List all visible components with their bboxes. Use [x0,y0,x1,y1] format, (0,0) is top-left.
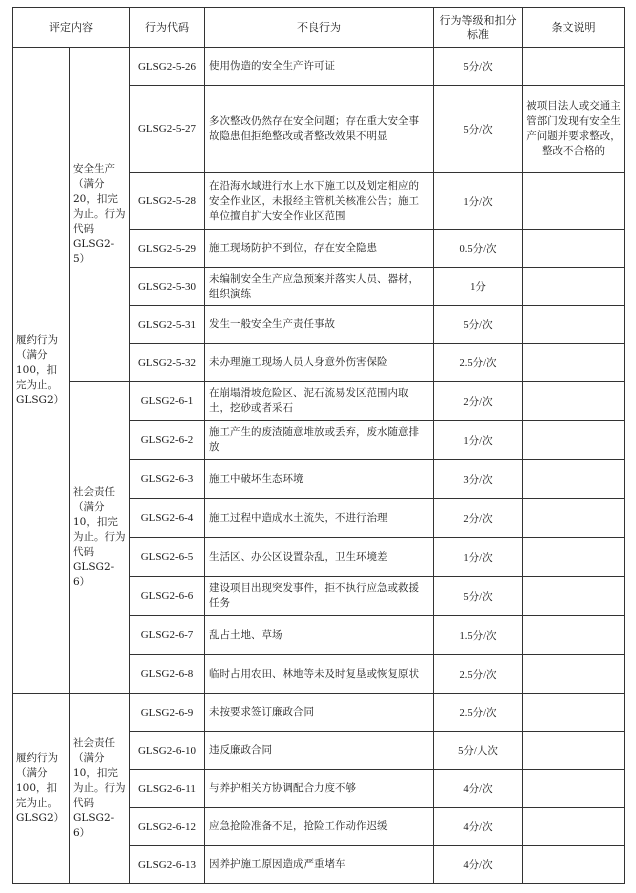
row-behavior: 施工过程中造成水土流失，不进行治理 [205,499,434,538]
row-score: 1.5分/次 [434,616,523,655]
row-behavior: 施工产生的废渣随意堆放或丢弃，废水随意排放 [205,421,434,460]
category-main-1: 履约行为（满分100，扣完为止。GLSG2） [13,48,70,694]
category-safety: 安全生产（满分20，扣完为止。行为代码GLSG2-5） [70,48,130,382]
header-category: 评定内容 [13,8,130,48]
table-row [13,694,625,732]
row-note [523,694,625,732]
row-score: 2.5分/次 [434,655,523,694]
row-score: 3分/次 [434,460,523,499]
row-behavior: 生活区、办公区设置杂乱，卫生环境差 [205,538,434,577]
header-code: 行为代码 [130,8,205,48]
row-code: GLSG2-5-30 [130,268,205,306]
row-code: GLSG2-5-31 [130,306,205,344]
row-note [523,382,625,421]
row-behavior: 违反廉政合同 [205,732,434,770]
evaluation-table [12,7,625,884]
row-behavior: 建设项目出现突发事件，拒不执行应急或救援任务 [205,577,434,616]
row-code: GLSG2-6-7 [130,616,205,655]
table-row [13,382,625,421]
row-code: GLSG2-6-4 [130,499,205,538]
row-note: 被项目法人或交通主管部门发现有安全生产问题并要求整改，整改不合格的 [523,86,625,173]
row-code: GLSG2-6-13 [130,846,205,884]
row-behavior: 临时占用农田、林地等未及时复垦或恢复原状 [205,655,434,694]
row-score: 5分/次 [434,86,523,173]
row-note [523,306,625,344]
row-score: 1分/次 [434,173,523,230]
row-score: 1分/次 [434,538,523,577]
row-behavior: 施工中破坏生态环境 [205,460,434,499]
row-score: 1分 [434,268,523,306]
row-behavior: 应急抢险准备不足，抢险工作动作迟缓 [205,808,434,846]
row-score: 4分/次 [434,808,523,846]
row-score: 5分/次 [434,577,523,616]
row-code: GLSG2-6-8 [130,655,205,694]
row-score: 0.5分/次 [434,230,523,268]
row-note [523,808,625,846]
row-behavior: 未办理施工现场人员人身意外伤害保险 [205,344,434,382]
row-behavior: 多次整改仍然存在安全问题；存在重大安全事故隐患但拒绝整改或者整改效果不明显 [205,86,434,173]
row-score: 1分/次 [434,421,523,460]
row-code: GLSG2-5-32 [130,344,205,382]
row-behavior: 在崩塌滑坡危险区、泥石流易发区范围内取土，挖砂或者采石 [205,382,434,421]
row-score: 4分/次 [434,846,523,884]
row-note [523,846,625,884]
row-note [523,770,625,808]
row-code: GLSG2-6-5 [130,538,205,577]
row-note [523,421,625,460]
category-social-2: 社会责任（满分10，扣完为止。行为代码GLSG2-6） [70,694,130,884]
row-score: 2分/次 [434,382,523,421]
row-score: 5分/次 [434,306,523,344]
row-note [523,499,625,538]
row-note [523,577,625,616]
category-social-1: 社会责任（满分10，扣完为止。行为代码GLSG2-6） [70,382,130,694]
row-score: 4分/次 [434,770,523,808]
row-note [523,48,625,86]
row-behavior: 未按要求签订廉政合同 [205,694,434,732]
row-behavior: 使用伪造的安全生产许可证 [205,48,434,86]
row-code: GLSG2-6-3 [130,460,205,499]
table-row [13,48,625,86]
header-behavior: 不良行为 [205,8,434,48]
row-behavior: 在沿海水域进行水上水下施工以及划定相应的安全作业区，未报经主管机关核准公告；施工单位擅自扩大安全作业区范围 [205,173,434,230]
row-score: 5分/人次 [434,732,523,770]
row-note [523,732,625,770]
row-behavior: 与养护相关方协调配合力度不够 [205,770,434,808]
header-row [13,8,625,48]
row-behavior: 未编制安全生产应急预案并落实人员、器材，组织演练 [205,268,434,306]
row-note [523,268,625,306]
row-behavior: 乱占土地、草场 [205,616,434,655]
row-note [523,616,625,655]
row-note [523,344,625,382]
row-note [523,230,625,268]
row-behavior: 发生一般安全生产责任事故 [205,306,434,344]
row-code: GLSG2-5-26 [130,48,205,86]
row-code: GLSG2-5-28 [130,173,205,230]
row-note [523,655,625,694]
row-score: 2分/次 [434,499,523,538]
row-code: GLSG2-6-12 [130,808,205,846]
row-code: GLSG2-6-6 [130,577,205,616]
row-code: GLSG2-6-9 [130,694,205,732]
row-score: 2.5分/次 [434,694,523,732]
row-behavior: 施工现场防护不到位，存在安全隐患 [205,230,434,268]
row-score: 5分/次 [434,48,523,86]
row-code: GLSG2-5-29 [130,230,205,268]
row-code: GLSG2-6-10 [130,732,205,770]
row-code: GLSG2-5-27 [130,86,205,173]
row-note [523,538,625,577]
header-score: 行为等级和扣分标准 [434,8,523,48]
row-code: GLSG2-6-2 [130,421,205,460]
row-code: GLSG2-6-1 [130,382,205,421]
header-note: 条文说明 [523,8,625,48]
category-main-2: 履约行为（满分100，扣完为止。GLSG2） [13,694,70,884]
row-score: 2.5分/次 [434,344,523,382]
row-code: GLSG2-6-11 [130,770,205,808]
row-note [523,173,625,230]
row-note [523,460,625,499]
row-behavior: 因养护施工原因造成严重堵车 [205,846,434,884]
